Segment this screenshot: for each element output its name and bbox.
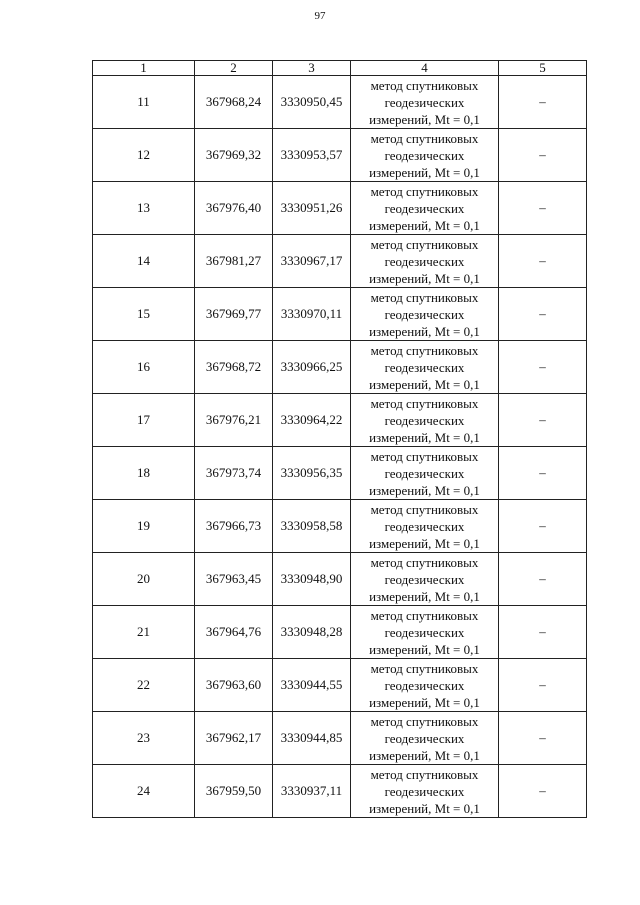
method-cell: [351, 659, 499, 712]
method-line: геодезических: [384, 783, 465, 799]
table-row: [93, 394, 587, 447]
x-coordinate-cell: 367973,74: [195, 447, 273, 500]
x-coordinate-cell: 367969,77: [195, 288, 273, 341]
method-line: геодезических: [384, 730, 465, 746]
y-coordinate-cell: 3330950,45: [273, 76, 351, 129]
point-number-cell: 24: [93, 765, 195, 818]
point-number-cell: 15: [93, 288, 195, 341]
method-line: измерений, Mt = 0,1: [369, 694, 480, 710]
method-line: измерений, Mt = 0,1: [369, 164, 480, 180]
y-coordinate-cell: 3330966,25: [273, 341, 351, 394]
note-cell: –: [499, 76, 587, 129]
table-row: [93, 447, 587, 500]
method-cell: [351, 394, 499, 447]
x-coordinate-cell: 367968,72: [195, 341, 273, 394]
method-line: измерений, Mt = 0,1: [369, 535, 480, 551]
method-line: метод спутниковых: [370, 183, 479, 199]
method-line: измерений, Mt = 0,1: [369, 747, 480, 763]
table-row: [93, 235, 587, 288]
method-line: измерений, Mt = 0,1: [369, 800, 480, 816]
table-row: [93, 288, 587, 341]
method-cell: [351, 288, 499, 341]
table-row: [93, 76, 587, 129]
y-coordinate-cell: 3330956,35: [273, 447, 351, 500]
method-line: измерений, Mt = 0,1: [369, 376, 480, 392]
point-number-cell: 22: [93, 659, 195, 712]
method-cell: [351, 712, 499, 765]
method-line: метод спутниковых: [370, 660, 479, 676]
method-cell: [351, 765, 499, 818]
method-line: метод спутниковых: [370, 77, 479, 93]
method-cell: [351, 447, 499, 500]
x-coordinate-cell: 367962,17: [195, 712, 273, 765]
note-cell: –: [499, 235, 587, 288]
table-row: [93, 765, 587, 818]
method-line: метод спутниковых: [370, 501, 479, 517]
point-number-cell: 21: [93, 606, 195, 659]
method-line: геодезических: [384, 253, 465, 269]
method-line: геодезических: [384, 465, 465, 481]
method-line: измерений, Mt = 0,1: [369, 641, 480, 657]
y-coordinate-cell: 3330953,57: [273, 129, 351, 182]
note-cell: –: [499, 606, 587, 659]
table-row: [93, 659, 587, 712]
point-number-cell: 23: [93, 712, 195, 765]
method-cell: [351, 500, 499, 553]
x-coordinate-cell: 367981,27: [195, 235, 273, 288]
y-coordinate-cell: 3330944,85: [273, 712, 351, 765]
header-col-4: 4: [351, 61, 499, 76]
note-cell: –: [499, 659, 587, 712]
method-cell: [351, 129, 499, 182]
method-cell: [351, 182, 499, 235]
y-coordinate-cell: 3330958,58: [273, 500, 351, 553]
method-line: метод спутниковых: [370, 130, 479, 146]
method-cell: [351, 553, 499, 606]
point-number-cell: 13: [93, 182, 195, 235]
method-line: геодезических: [384, 677, 465, 693]
point-number-cell: 16: [93, 341, 195, 394]
y-coordinate-cell: 3330948,90: [273, 553, 351, 606]
x-coordinate-cell: 367963,60: [195, 659, 273, 712]
note-cell: –: [499, 182, 587, 235]
y-coordinate-cell: 3330964,22: [273, 394, 351, 447]
method-line: метод спутниковых: [370, 607, 479, 623]
method-line: геодезических: [384, 359, 465, 375]
note-cell: –: [499, 394, 587, 447]
point-number-cell: 17: [93, 394, 195, 447]
method-line: метод спутниковых: [370, 289, 479, 305]
method-line: геодезических: [384, 624, 465, 640]
page-number: 97: [314, 10, 326, 22]
x-coordinate-cell: 367969,32: [195, 129, 273, 182]
method-cell: [351, 235, 499, 288]
y-coordinate-cell: 3330948,28: [273, 606, 351, 659]
note-cell: –: [499, 765, 587, 818]
table-row: [93, 712, 587, 765]
method-line: измерений, Mt = 0,1: [369, 429, 480, 445]
point-number-cell: 19: [93, 500, 195, 553]
point-number-cell: 20: [93, 553, 195, 606]
note-cell: –: [499, 553, 587, 606]
method-line: метод спутниковых: [370, 554, 479, 570]
point-number-cell: 12: [93, 129, 195, 182]
method-line: геодезических: [384, 571, 465, 587]
method-line: геодезических: [384, 518, 465, 534]
note-cell: –: [499, 500, 587, 553]
coordinates-table: [92, 60, 587, 818]
method-line: метод спутниковых: [370, 395, 479, 411]
method-line: геодезических: [384, 412, 465, 428]
point-number-cell: 11: [93, 76, 195, 129]
y-coordinate-cell: 3330944,55: [273, 659, 351, 712]
header-col-1: 1: [93, 61, 195, 76]
method-line: измерений, Mt = 0,1: [369, 588, 480, 604]
note-cell: –: [499, 288, 587, 341]
method-line: метод спутниковых: [370, 713, 479, 729]
table-row: [93, 341, 587, 394]
table-row: [93, 129, 587, 182]
x-coordinate-cell: 367959,50: [195, 765, 273, 818]
table-header-row: [93, 61, 587, 76]
method-cell: [351, 76, 499, 129]
method-line: геодезических: [384, 200, 465, 216]
y-coordinate-cell: 3330970,11: [273, 288, 351, 341]
method-line: геодезических: [384, 147, 465, 163]
y-coordinate-cell: 3330951,26: [273, 182, 351, 235]
y-coordinate-cell: 3330937,11: [273, 765, 351, 818]
method-line: метод спутниковых: [370, 448, 479, 464]
note-cell: –: [499, 129, 587, 182]
note-cell: –: [499, 712, 587, 765]
method-line: измерений, Mt = 0,1: [369, 482, 480, 498]
header-col-5: 5: [499, 61, 587, 76]
table-row: [93, 606, 587, 659]
method-cell: [351, 341, 499, 394]
point-number-cell: 18: [93, 447, 195, 500]
x-coordinate-cell: 367964,76: [195, 606, 273, 659]
method-line: измерений, Mt = 0,1: [369, 323, 480, 339]
x-coordinate-cell: 367966,73: [195, 500, 273, 553]
note-cell: –: [499, 447, 587, 500]
table-body: [93, 76, 587, 818]
x-coordinate-cell: 367976,40: [195, 182, 273, 235]
header-col-2: 2: [195, 61, 273, 76]
method-line: геодезических: [384, 94, 465, 110]
method-line: метод спутниковых: [370, 766, 479, 782]
y-coordinate-cell: 3330967,17: [273, 235, 351, 288]
table-row: [93, 500, 587, 553]
table-row: [93, 182, 587, 235]
method-line: измерений, Mt = 0,1: [369, 111, 480, 127]
method-line: метод спутниковых: [370, 236, 479, 252]
point-number-cell: 14: [93, 235, 195, 288]
x-coordinate-cell: 367976,21: [195, 394, 273, 447]
x-coordinate-cell: 367968,24: [195, 76, 273, 129]
method-line: измерений, Mt = 0,1: [369, 217, 480, 233]
method-cell: [351, 606, 499, 659]
method-line: метод спутниковых: [370, 342, 479, 358]
table-row: [93, 553, 587, 606]
method-line: геодезических: [384, 306, 465, 322]
note-cell: –: [499, 341, 587, 394]
method-line: измерений, Mt = 0,1: [369, 270, 480, 286]
header-col-3: 3: [273, 61, 351, 76]
x-coordinate-cell: 367963,45: [195, 553, 273, 606]
